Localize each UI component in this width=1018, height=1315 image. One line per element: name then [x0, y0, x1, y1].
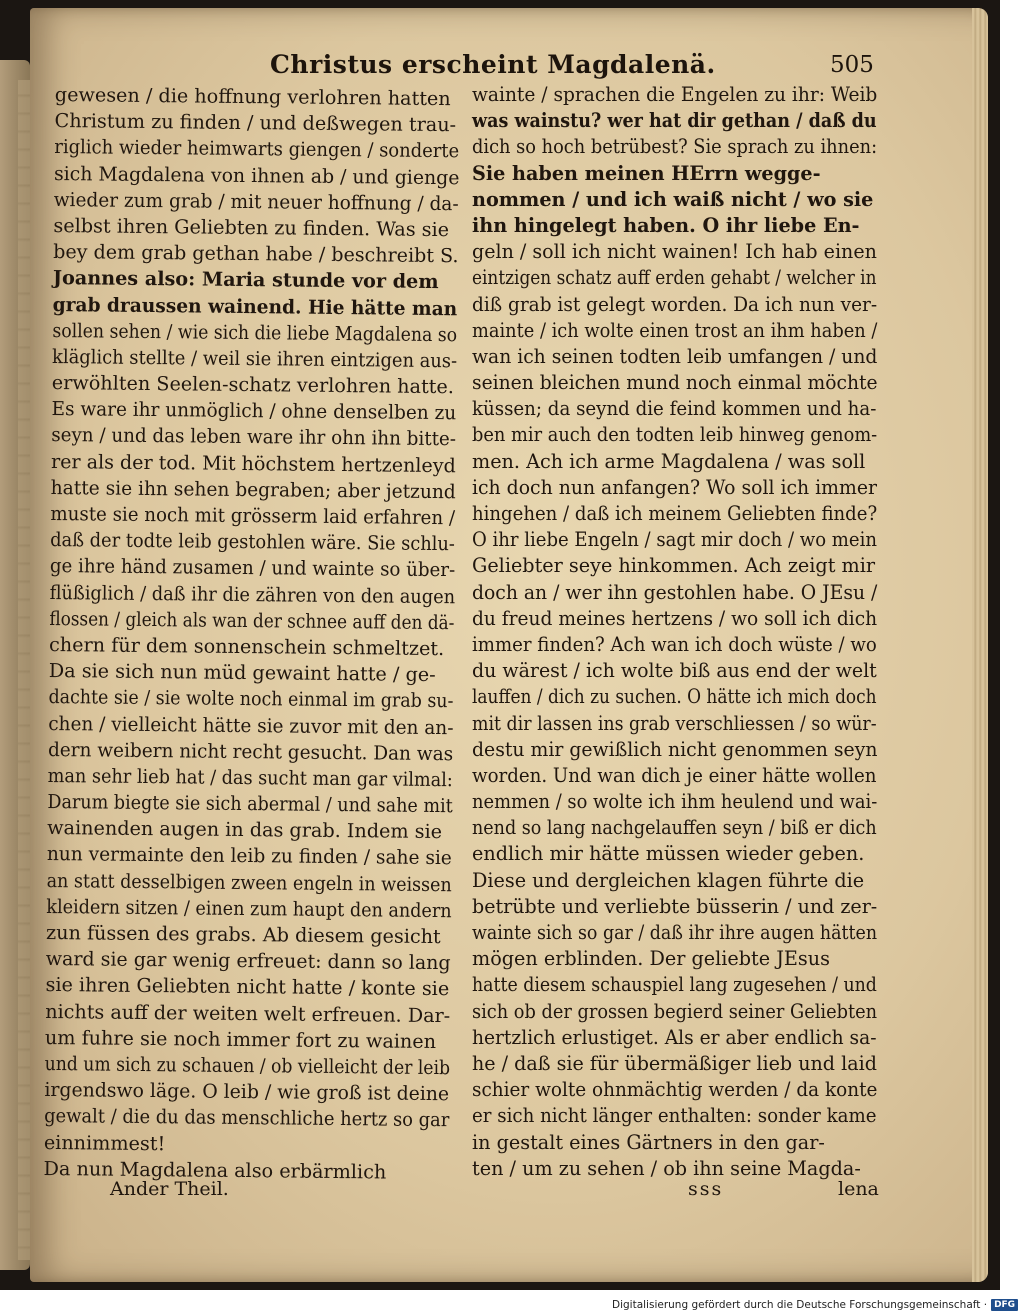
- text-line: einnimmest!: [43, 1130, 166, 1155]
- digitization-credit: [612, 1298, 1018, 1312]
- text-line: kleidern sitzen / einen zum haupt den andern: [46, 894, 452, 923]
- text-line: O ihr liebe Engeln / sagt mir doch / wo mein: [472, 528, 877, 552]
- text-line: seinen bleichen mund noch einmal möchte: [472, 371, 878, 395]
- text-line: endlich mir hätte müssen wieder geben.: [472, 842, 865, 866]
- text-line: grab draussen wainend. Hie hätte man: [52, 292, 458, 320]
- text-line: du freud meines hertzens / wo soll ich dich: [472, 606, 878, 630]
- text-line: du wärest / ich wolte biß aus end der welt: [472, 659, 877, 683]
- page-fore-edge: [972, 8, 988, 1282]
- text-line: chern für dem sonnenschein schmeltzet.: [48, 632, 445, 661]
- running-title: Christus erscheint Magdalenä.: [270, 50, 716, 79]
- text-line: küssen; da seynd die feind kommen und ha-: [472, 397, 877, 421]
- text-line: er sich nicht länger enthalten: sonder kame: [472, 1104, 877, 1128]
- text-line: betrübte und verliebte büsserin / und zer-: [472, 894, 878, 918]
- right-text-column: [472, 82, 877, 1182]
- text-line: nichts auff der weiten welt erfreuen. Dar-: [45, 999, 451, 1027]
- text-line: dich so hoch betrübest? Sie sprach zu ihnen:: [472, 135, 878, 159]
- text-line: an statt desselbigen zween engeln in weissen: [46, 868, 452, 896]
- text-line: Joannes also: Maria stunde vor dem: [52, 266, 439, 294]
- text-line: hingehen / daß ich meinem Geliebten finde?: [472, 502, 878, 525]
- text-line: gewesen / die hoffnung verlohren hatten: [54, 82, 451, 111]
- text-line: kläglich stellte / weil sie ihren eintzigen aus-: [52, 344, 458, 373]
- text-line: ihn hingelegt haben. O ihr liebe En-: [472, 213, 860, 237]
- text-line: immer finden? Ach wan ich doch wüste / wo: [472, 632, 877, 656]
- text-line: wainenden augen in das grab. Indem sie: [47, 816, 443, 844]
- text-line: ich doch nun anfangen? Wo soll ich immer: [472, 475, 878, 499]
- text-line: ben mir auch den todten leib hinweg genom-: [472, 423, 878, 447]
- text-line: sollen sehen / wie sich die liebe Magdalena so: [52, 318, 458, 346]
- text-line: Geliebter seye hinkommen. Ach zeigt mir: [472, 554, 876, 578]
- text-line: erwöhlten Seelen-schatz verlohren hatte.: [51, 371, 455, 399]
- text-line: geln / soll ich nicht wainen! Ich hab einen: [472, 240, 877, 264]
- text-line: Sie haben meinen HErrn wegge-: [472, 161, 821, 185]
- text-line: man sehr lieb hat / das sucht man gar vilmal:: [47, 763, 453, 792]
- text-line: ward sie gar wenig erfreuet: dann so lang: [45, 947, 451, 975]
- left-text-column: [43, 82, 459, 1186]
- text-line: um fuhre sie noch immer fort zu wainen: [44, 1025, 437, 1053]
- text-line: wainte sich so gar / daß ihr ihre augen hätten: [472, 921, 878, 944]
- text-line: sie ihren Geliebten nicht hatte / konte sie: [45, 973, 450, 1001]
- text-line: in gestalt eines Gärtners in den gar-: [472, 1130, 825, 1154]
- text-line: wieder zum grab / mit neuer hoffnung / da-: [53, 187, 459, 215]
- text-line: daß der todte leib gestohlen wäre. Sie schlu-: [50, 528, 456, 556]
- text-line: flossen / gleich als wan der schnee auff den dä-: [49, 606, 455, 634]
- text-line: muste sie noch mit grösserm laid erfahren /: [50, 501, 456, 530]
- text-line: mit dir lassen ins grab verschliessen / so wür-: [472, 711, 877, 735]
- text-line: destu mir gewißlich nicht genommen seyn: [472, 737, 878, 761]
- text-line: nend so lang nachgelauffen seyn / biß er dich: [472, 816, 877, 840]
- signature-mark: sss: [688, 1178, 724, 1200]
- text-line: dern weibern nicht recht gesucht. Dan was: [47, 737, 454, 765]
- page-number: 505: [830, 52, 874, 78]
- text-line: bey dem grab gethan habe / beschreibt S.: [53, 240, 459, 268]
- text-line: men. Ach ich arme Magdalena / was soll: [472, 449, 866, 473]
- text-line: gewalt / die du das menschliche hertz so gar: [44, 1104, 450, 1132]
- text-line: Da sie sich nun müd gewaint hatte / ge-: [48, 659, 436, 687]
- text-line: hertzlich erlustiget. Als er aber endlich sa-: [472, 1025, 877, 1049]
- text-line: mainte / ich wolte einen trost an ihm haben /: [472, 318, 878, 342]
- text-line: selbst ihren Geliebten zu finden. Was sie: [53, 213, 450, 242]
- text-line: wainte / sprachen die Engelen zu ihr: Weib: [472, 83, 878, 106]
- dfg-logo: DFG: [991, 1299, 1018, 1311]
- text-line: Diese und dergleichen klagen führte die: [472, 868, 865, 892]
- text-line: wan ich seinen todten leib umfangen / und: [472, 344, 878, 368]
- text-line: nun vermainte den leib zu finden / sahe sie: [46, 842, 452, 870]
- text-line: nommen / und ich waiß nicht / wo sie: [472, 187, 874, 211]
- text-line: ge ihre händ zusamen / und wainte so über-: [49, 554, 456, 582]
- text-line: Da nun Magdalena also erbärmlich: [43, 1156, 387, 1184]
- text-line: zun füssen des grabs. Ab diesem gesicht: [45, 920, 441, 949]
- text-line: chen / vielleicht hätte sie zuvor mit den an-: [48, 711, 454, 739]
- text-line: ten / um zu sehen / ob ihn seine Magda-: [472, 1156, 861, 1180]
- text-line: hatte sie ihn sehen begraben; aber jetzund: [50, 475, 456, 504]
- text-line: diß grab ist gelegt worden. Da ich nun ver-: [472, 292, 878, 316]
- text-line: lauffen / dich zu suchen. O hätte ich mich doch: [472, 685, 877, 709]
- text-line: rer als der tod. Mit höchstem hertzenleyd: [50, 449, 456, 477]
- text-line: hatte diesem schauspiel lang zugesehen / und: [472, 973, 877, 997]
- text-line: schier wolte ohnmächtig werden / da konte: [472, 1078, 878, 1102]
- text-line: mögen erblinden. Der geliebte JEsus: [472, 947, 830, 971]
- text-line: seyn / und das leben ware ihr ohn ihn bitte-: [51, 423, 457, 451]
- text-line: sich Magdalena von ihnen ab / und gienge: [53, 161, 460, 189]
- text-line: sich ob der grossen begierd seiner Geliebten: [472, 999, 878, 1023]
- text-line: dachte sie / sie wolte noch einmal im grab su-: [48, 685, 454, 713]
- part-label: Ander Theil.: [110, 1178, 229, 1200]
- text-line: he / daß sie für übermäßiger lieb und laid: [472, 1051, 877, 1075]
- text-line: irgendswo läge. O leib / wie groß ist deine: [44, 1078, 450, 1106]
- text-line: und um sich zu schauen / ob vielleicht der leib: [44, 1051, 451, 1080]
- text-line: worden. Und wan dich je einer hätte wollen: [472, 763, 877, 787]
- text-line: was wainstu? wer hat dir gethan / daß du: [472, 109, 877, 133]
- catchword: lena: [838, 1178, 879, 1200]
- text-line: Christum zu finden / und deßwegen trau-: [54, 109, 457, 137]
- text-line: Darum biegte sie sich abermal / und sahe mit: [47, 790, 453, 818]
- text-line: eintzigen schatz auff erden gehabt / welcher in: [472, 266, 877, 290]
- text-line: flüßiglich / daß ihr die zähren von den augen: [49, 580, 456, 608]
- text-line: riglich wieder heimwarts giengen / sonderte: [54, 135, 460, 163]
- text-line: Es ware ihr unmöglich / ohne denselben zu: [51, 397, 457, 425]
- credit-text: Digitalisierung gefördert durch die Deutsche Forschungsgemeinschaft ·: [612, 1299, 988, 1311]
- text-line: doch an / wer ihn gestohlen habe. O JEsu /: [472, 580, 878, 604]
- text-line: nemmen / so wolte ich ihm heulend und wai-: [472, 790, 878, 814]
